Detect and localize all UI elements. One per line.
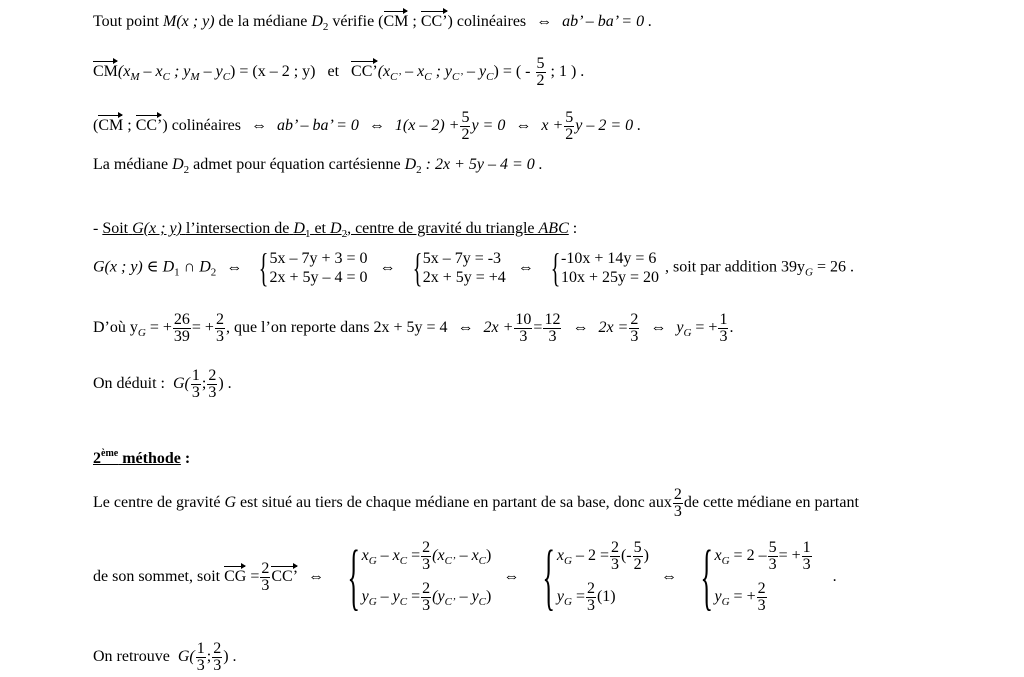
line-intersection-header (93, 219, 577, 244)
text: – y (463, 63, 487, 81)
text: de cette médiane en partant (683, 494, 859, 512)
numerator: 5 (536, 55, 545, 72)
fraction (514, 312, 532, 345)
numerator: 5 (768, 539, 777, 556)
brace-icon: { (700, 536, 713, 618)
text: . (729, 319, 734, 337)
median-name: D (330, 220, 342, 237)
text: colinéaires (456, 13, 527, 30)
subscript: C (162, 71, 170, 84)
equivalence-symbol: ⇔ (250, 117, 267, 135)
numerator: 2 (630, 311, 639, 328)
numerator: 2 (422, 580, 431, 597)
numerator: 12 (544, 311, 561, 328)
numerator: 2 (422, 539, 431, 556)
text: On déduit : (93, 375, 165, 393)
denominator: 3 (719, 328, 728, 345)
text: l’intersection de (185, 220, 290, 237)
text: ) (486, 588, 492, 606)
fraction (196, 641, 206, 674)
subscript: C (399, 596, 408, 609)
subscript: C (222, 71, 231, 84)
text: Le centre de gravité (93, 494, 221, 512)
superscript: ème (101, 448, 119, 459)
fraction (610, 540, 620, 573)
text: (y (432, 588, 445, 606)
text: (- (620, 547, 632, 565)
numerator: 1 (719, 311, 728, 328)
numerator: 2 (261, 559, 270, 577)
denominator: 3 (630, 328, 639, 345)
subscript: C’ (444, 555, 456, 568)
expression: 2x + (483, 319, 514, 337)
fraction (421, 581, 431, 614)
equivalence-symbol: ⇔ (650, 319, 667, 337)
numerator: 2 (673, 486, 682, 503)
numerator: 5 (461, 109, 470, 126)
vector-cm: CM (93, 63, 118, 81)
text: (1) (596, 588, 616, 606)
subscript: 2 (341, 228, 348, 240)
text: – 2 = (571, 547, 609, 565)
system-vector-b (531, 536, 649, 618)
line-conclusion (93, 641, 237, 674)
vector-cc: CC’ (271, 567, 299, 585)
text: ; y (431, 63, 453, 81)
fraction (757, 581, 767, 614)
text: (x (432, 547, 445, 565)
equivalence-symbol: ⇔ (572, 319, 589, 337)
subscript: G (368, 596, 377, 609)
text: On retrouve (93, 648, 170, 666)
fraction (212, 641, 222, 674)
line-colinearity-condition: Tout point M(x ; y) de la médiane $D_2$ vérifie (CM ; CC’) colinéaires ⇔ ab’ – ba’ = 0 . (93, 13, 653, 33)
numerator: 2 (586, 580, 595, 597)
denominator: 3 (215, 328, 224, 345)
text: de son sommet, soit (93, 568, 221, 585)
point-m: M(x ; y) (163, 13, 215, 30)
subscript: C’ (390, 71, 402, 84)
text: de la médiane (218, 13, 308, 30)
fraction (191, 368, 201, 401)
text: = + (191, 319, 214, 337)
subscript: C (478, 596, 487, 609)
denominator: 3 (548, 328, 557, 345)
point-g: G( (173, 375, 190, 393)
fraction (460, 110, 470, 143)
system-b (408, 245, 506, 290)
median-name: D (311, 13, 323, 30)
numerator: 1 (196, 640, 205, 657)
text: = 2 – (729, 547, 767, 565)
expression: x + (541, 117, 564, 135)
text: Tout point (93, 13, 159, 30)
text: y (361, 588, 369, 606)
subscript: G (137, 327, 146, 340)
equivalence-symbol: ⇔ (457, 319, 474, 337)
denominator: 3 (208, 384, 217, 401)
point-g: G( (177, 648, 195, 666)
vector-cc: CC’ (135, 117, 163, 135)
denominator: 3 (261, 576, 270, 594)
numerator: 5 (633, 539, 642, 556)
fraction (768, 540, 778, 573)
text: x (361, 547, 369, 565)
equivalence-symbol: ⇔ (517, 258, 534, 276)
text: admet pour équation cartésienne (193, 156, 401, 173)
text: – y (455, 588, 479, 606)
vector-cc: CC’ (351, 63, 378, 81)
text: et (327, 63, 340, 81)
equivalence-symbol: ⇔ (226, 258, 243, 276)
system-vector-a (336, 536, 492, 618)
text: ) (643, 547, 649, 565)
fraction (173, 312, 191, 345)
denominator: 2 (565, 126, 574, 143)
denominator: 2 (536, 72, 545, 89)
vector-cc: CC’ (420, 13, 448, 30)
numerator: 1 (802, 539, 811, 556)
denominator: 3 (422, 556, 431, 573)
text: ) = (x – 2 ; y) (230, 63, 316, 81)
text: y (714, 588, 722, 606)
brace-icon: { (412, 245, 422, 290)
expression: ∩ D (179, 258, 211, 276)
numerator: 2 (757, 580, 766, 597)
line-vector-system (93, 536, 837, 618)
fraction (718, 312, 728, 345)
subscript: 1 (174, 266, 180, 279)
denominator: 3 (196, 657, 205, 674)
denominator: 3 (610, 556, 619, 573)
text: D’où y (93, 319, 138, 337)
text: (x (117, 63, 131, 81)
subscript: C (424, 71, 432, 84)
subscript: G (563, 596, 572, 609)
equivalence-symbol: ⇔ (503, 568, 520, 585)
subscript: 2 (416, 164, 422, 176)
text: = (533, 319, 543, 337)
equation: -10x + 14y = 6 (560, 250, 657, 267)
denominator: 3 (802, 556, 811, 573)
numerator: 2 (208, 367, 217, 384)
section-heading-method-2 (93, 444, 190, 469)
subscript: G (721, 596, 730, 609)
subscript: 2 (210, 266, 217, 279)
numerator: 2 (213, 640, 222, 657)
text: = 26 . (812, 258, 854, 276)
line-vector-coordinates (93, 56, 584, 89)
numerator: 2 (610, 539, 619, 556)
equation: 10x + 25y = 20 (560, 269, 660, 286)
equivalence-symbol: ⇔ (515, 117, 532, 135)
subscript: G (805, 266, 813, 279)
line-system-solving (93, 245, 854, 290)
text: , soit par addition 39y (665, 258, 806, 276)
denominator: 3 (586, 597, 595, 614)
equivalence-symbol: ⇔ (660, 568, 677, 585)
equivalence-symbol: ⇔ (308, 568, 325, 585)
text: – y (376, 588, 400, 606)
text: ; 1 ) . (550, 63, 585, 81)
text: ) . (223, 648, 237, 666)
vector-cm: CM (383, 13, 409, 30)
subscript: C (399, 555, 408, 568)
text: (x (377, 63, 391, 81)
line-median-equation (93, 155, 543, 180)
triangle-name: ABC (538, 220, 569, 237)
equation: 2x + 5y = +4 (422, 269, 506, 286)
fraction (421, 540, 431, 573)
text: = + (729, 588, 756, 606)
text: ; (206, 648, 212, 666)
text: ) (486, 547, 492, 565)
equation: 5x – 7y + 3 = 0 (269, 250, 368, 267)
subscript: 2 (322, 21, 329, 33)
subscript: C’ (452, 71, 464, 84)
expression: 1(x – 2) + (394, 117, 460, 135)
fraction (207, 368, 217, 401)
denominator: 2 (633, 556, 642, 573)
denominator: 3 (519, 328, 528, 345)
text: = (250, 567, 260, 585)
text: – x (455, 547, 479, 565)
text: ; (123, 117, 136, 135)
subscript: G (683, 327, 692, 340)
denominator: 3 (768, 556, 777, 573)
median-name: D (404, 156, 417, 173)
text: , centre de gravité du triangle (347, 220, 535, 237)
vector-cg: CG (224, 567, 247, 585)
text: ; (201, 375, 207, 393)
subscript: M (130, 71, 140, 84)
fraction (543, 312, 561, 345)
expression: y – 2 = 0 . (575, 117, 642, 135)
equivalence-symbol: ⇔ (536, 13, 553, 30)
equation: 2x + 5y – 4 = 0 (269, 269, 368, 286)
expression: G(x ; y) ∈ D (93, 258, 175, 276)
vector-cm: CM (98, 117, 124, 135)
system-a (254, 245, 368, 290)
subscript: 1 (304, 228, 311, 240)
relation: ab’ – ba’ = 0 . (562, 13, 653, 30)
fraction (629, 312, 639, 345)
text: x (556, 547, 564, 565)
fraction (633, 540, 643, 573)
fraction (536, 56, 546, 89)
numerator: 10 (515, 311, 532, 328)
fraction (802, 540, 812, 573)
brace-icon: { (347, 536, 361, 618)
denominator: 3 (213, 657, 222, 674)
text: = + (778, 547, 801, 565)
subscript: G (563, 555, 572, 568)
text: , que l’on reporte dans 2x + 5y = 4 (225, 319, 448, 337)
fraction (586, 581, 596, 614)
text: colinéaires (171, 117, 241, 135)
denominator: 3 (191, 384, 200, 401)
numerator: 2 (215, 311, 224, 328)
subscript: G (721, 555, 730, 568)
subscript: G (368, 555, 377, 568)
fraction (215, 312, 225, 345)
subscript: M (190, 71, 200, 84)
median-name: D (172, 156, 184, 173)
fraction (260, 561, 270, 594)
brace-icon: { (259, 245, 269, 290)
expression: y (676, 319, 684, 337)
text: y (556, 588, 564, 606)
text: : (180, 450, 191, 467)
text: = + (145, 319, 172, 337)
line-centroid-explanation (93, 487, 859, 520)
text: = (407, 588, 421, 606)
text: – y (199, 63, 223, 81)
subscript: C (486, 71, 494, 84)
text: méthode (118, 450, 181, 467)
text: x (714, 547, 722, 565)
text: est situé au tiers de chaque médiane en partant de sa base, donc aux (240, 494, 672, 512)
denominator: 3 (673, 503, 682, 520)
point-g: G(x ; y) (132, 220, 182, 237)
text: ) . (218, 375, 232, 393)
equation: : 2x + 5y – 4 = 0 . (425, 156, 543, 173)
text: - (93, 220, 103, 237)
text: . (832, 568, 837, 585)
equivalence-symbol: ⇔ (368, 117, 385, 135)
text: = + (691, 319, 718, 337)
line-y-solution (93, 312, 733, 345)
expression: y = 0 (471, 117, 506, 135)
text: : (572, 220, 578, 237)
relation: ab’ – ba’ = 0 (276, 117, 359, 135)
median-name: D (293, 220, 305, 237)
text: ) = ( - (493, 63, 531, 81)
denominator: 2 (461, 126, 470, 143)
subscript: 2 (183, 164, 190, 176)
system-c (546, 245, 660, 290)
expression: 2x = (598, 319, 629, 337)
subscript: C (478, 555, 487, 568)
text: ; y (169, 63, 191, 81)
fraction (673, 487, 683, 520)
brace-icon: { (550, 245, 561, 290)
text: 2 (93, 450, 101, 467)
numerator: 5 (565, 109, 574, 126)
numerator: 26 (173, 311, 190, 328)
line-colinear-equation: (CM ; CC’) colinéaires ⇔ ab’ – ba’ = 0 ⇔ 1(x – 2) + $\frac{5}{2}$ y = 0 ⇔ x + $\frac{5}{2}$ y – 2 = 0 . (93, 109, 642, 143)
text: = (407, 547, 421, 565)
text: – x (376, 547, 400, 565)
text: Soit (102, 220, 129, 237)
text: et (314, 220, 326, 237)
text: – x (401, 63, 425, 81)
brace-icon: { (542, 536, 556, 618)
line-deduction (93, 368, 232, 401)
text: vérifie (332, 13, 375, 30)
equation: 5x – 7y = -3 (422, 250, 502, 267)
numerator: 1 (191, 367, 200, 384)
text: La médiane (93, 156, 169, 173)
point-g: G (224, 494, 237, 512)
fraction (564, 110, 574, 143)
denominator: 3 (422, 597, 431, 614)
denominator: 3 (757, 597, 766, 614)
text: – x (139, 63, 163, 81)
denominator: 39 (173, 328, 190, 345)
text: = (571, 588, 585, 606)
subscript: C’ (444, 596, 456, 609)
system-vector-c (689, 536, 813, 618)
equivalence-symbol: ⇔ (379, 258, 396, 276)
